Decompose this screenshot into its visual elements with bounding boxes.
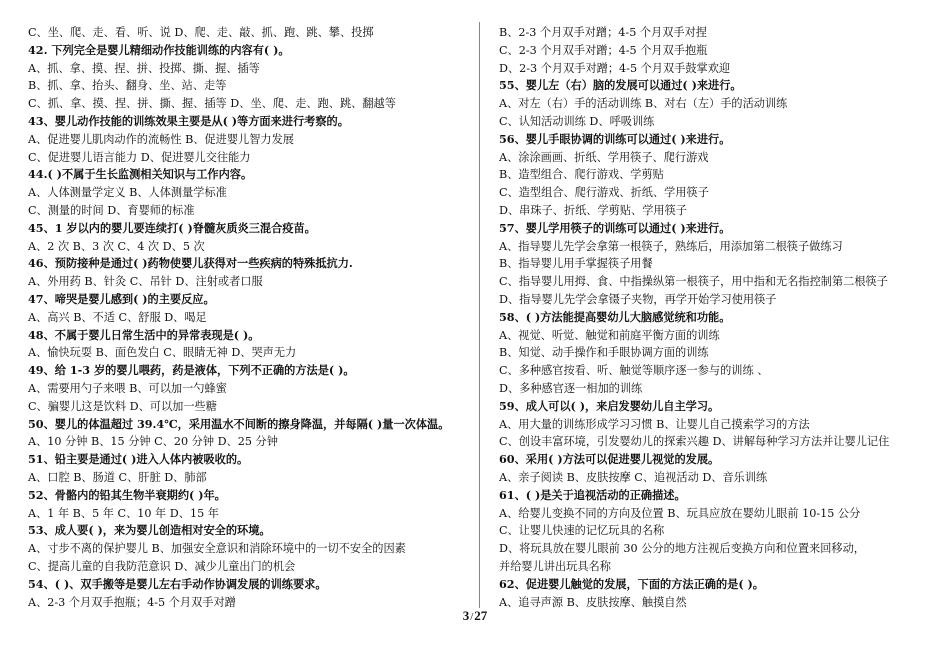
question-stem: 44.( )不属于生长监测相关知识与工作内容。 [28,167,253,182]
question-stem: 62、促进婴儿触觉的发展，下面的方法正确的是( )。 [499,576,764,591]
answer-options: A、给婴儿变换不同的方向及位置 B、玩具应放在婴幼儿眼前 10-15 公分 [499,506,861,520]
answer-options: B、造型组合、爬行游戏、学剪贴 [499,168,664,182]
question-stem: 55、婴儿左（右）脑的发展可以通过( )来进行。 [499,78,742,93]
answer-options: C、提高儿童的自我防范意识 D、减少儿童出门的机会 [28,559,296,573]
question-stem: 43、婴儿动作技能的训练效果主要是从( )等方面来进行考察的。 [28,113,349,128]
answer-options: C、创设丰富环境，引发婴幼儿的探索兴趣 D、讲解每种学习方法并让婴儿记住 [499,435,890,449]
answer-options: D、将玩具放在婴儿眼前 30 公分的地方注视后变换方向和位置来回移动， [499,542,865,556]
answer-options: A、视觉、听觉、触觉和前庭平衡方面的训练 [499,328,720,342]
answer-options: C、测量的时间 D、育婴师的标准 [28,203,195,217]
answer-options: A、高兴 B、不适 C、舒服 D、喝足 [28,310,207,324]
answer-options: D、串珠子、折纸、学剪贴、学用筷子 [499,203,687,217]
question-stem: 61、( )是关于追视活动的正确描述。 [499,487,686,502]
question-stem: 54、( )、双手搬等是婴儿左右手动作协调发展的训练要求。 [28,576,327,591]
answer-options: A、愉快玩耍 B、面色发白 C、眼睛无神 D、哭声无力 [28,346,297,360]
question-stem: 57、婴儿学用筷子的训练可以通过( )来进行。 [499,220,731,235]
question-stem: 51、铅主要是通过( )进入人体内被吸收的。 [28,452,249,467]
question-stem: 42. 下列完全是婴儿精细动作技能训练的内容有( )。 [28,42,290,57]
answer-options: A、1 年 B、5 年 C、10 年 D、15 年 [28,506,219,520]
question-stem: 47、啼哭是婴儿感到( )的主要反应。 [28,291,215,306]
question-stem: 52、骨骼内的铅其生物半衰期约( )年。 [28,487,226,502]
question-stem: 49、给 1-3 岁的婴儿喂药，药是液体，下列不正确的方法是( )。 [28,363,355,378]
answer-options: C、坐、爬、走、看、听、说 D、爬、走、敲、抓、跑、跳、攀、投掷 [28,26,374,39]
answer-options: A、2-3 个月双手抱瓶；4-5 个月双手对蹭 [28,595,236,609]
question-stem: 59、成人可以( )，来启发婴幼儿自主学习。 [499,398,720,413]
left-column [28,24,473,611]
answer-options: A、用大量的训练形成学习习惯 B、让婴儿自己摸索学习的方法 [499,417,810,431]
question-stem: 45、1 岁以内的婴儿要连续打( )脊髓灰质炎三混合疫苗。 [28,220,316,235]
question-stem: 53、成人要( )，来为婴儿创造相对安全的环境。 [28,523,271,538]
answer-options: A、抓、拿、摸、捏、拼、投掷、撕、握、插等 [28,61,260,75]
total-pages: 27 [474,608,488,623]
question-stem: 46、预防接种是通过( )药物使婴儿获得对一些疾病的特殊抵抗力. [28,256,353,271]
answer-options: A、寸步不离的保护婴儿 B、加强安全意识和消除环境中的一切不安全的因素 [28,542,406,556]
answer-options: D、多种感官逐一相加的训练 [499,381,643,395]
answer-options: A、对左（右）手的活动训练 B、对右（左）手的活动训练 [499,97,788,111]
answer-options: 并给婴儿讲出玩具名称 [499,559,611,573]
answer-options: A、需要用勺子来喂 B、可以加一勺蜂蜜 [28,381,227,395]
answer-options: A、10 分钟 B、15 分钟 C、20 分钟 D、25 分钟 [28,435,278,449]
answer-options: C、抓、拿、摸、捏、拼、撕、握、插等 D、坐、爬、走、跑、跳、翻越等 [28,97,396,111]
answer-options: A、外用药 B、针灸 C、吊针 D、注射或者口服 [28,275,263,289]
answer-options: C、多种感官按看、听、触觉等顺序逐一参与的训练 、 [499,364,769,378]
answer-options: C、促进婴儿语言能力 D、促进婴儿交往能力 [28,150,251,164]
answer-options: C、认知活动训练 D、呼吸训练 [499,114,655,128]
answer-options: A、口腔 B、肠道 C、肝脏 D、肺部 [28,470,207,484]
answer-options: B、抓、拿、抬头、翻身、坐、站、走等 [28,79,227,93]
answer-options: B、指导婴儿用手掌握筷子用餐 [499,257,653,271]
answer-options: A、人体测量学定义 B、人体测量学标准 [28,186,227,200]
page-separator: / [470,611,474,623]
answer-options: C、骗婴儿这是饮料 D、可以加一些糖 [28,399,217,413]
answer-options: A、促进婴儿肌肉动作的流畅性 B、促进婴儿智力发展 [28,132,294,146]
page-number [0,608,950,624]
question-stem: 48、不属于婴儿日常生活中的异常表现是( )。 [28,327,260,342]
answer-options: D、2-3 个月双手对蹭；4-5 个月双手鼓掌欢迎 [499,61,731,75]
answer-options: C、造型组合、爬行游戏、折纸、学用筷子 [499,186,709,200]
answer-options: C、2-3 个月双手对蹭；4-5 个月双手抱瓶 [499,43,708,57]
question-stem: 56、婴儿手眼协调的训练可以通过( )来进行。 [499,131,731,146]
right-column [499,24,929,611]
answer-options: A、2 次 B、3 次 C、4 次 D、5 次 [28,239,205,253]
answer-options: C、让婴儿快速的记忆玩具的名称 [499,524,665,538]
current-page: 3 [462,608,470,623]
answer-options: B、知觉、动手操作和手眼协调方面的训练 [499,346,709,360]
answer-options: A、亲子阅读 B、皮肤按摩 C、追视活动 D、音乐训练 [499,470,768,484]
answer-options: B、2-3 个月双手对蹭；4-5 个月双手对捏 [499,26,707,39]
answer-options: A、追寻声源 B、皮肤按摩、触摸自然 [499,595,687,609]
column-divider [479,22,480,608]
answer-options: D、指导婴儿先学会拿镊子夹物，再学开始学习使用筷子 [499,292,777,306]
answer-options: A、指导婴儿先学会拿第一根筷子，熟练后，用添加第二根筷子做练习 [499,239,843,253]
question-stem: 60、采用( )方法可以促进婴儿视觉的发展。 [499,452,720,467]
answer-options: A、涂涂画画、折纸、学用筷子、爬行游戏 [499,150,709,164]
answer-options: C、指导婴儿用拇、食、中指操纵第一根筷子，用中指和无名指控制第二根筷子 [499,275,888,289]
question-stem: 50、婴儿的体温超过 39.4℃，采用温水不间断的擦身降温，并每隔( )量一次体温。 [28,416,450,431]
question-stem: 58、( )方法能提高婴幼儿大脑感觉统和功能。 [499,309,731,324]
